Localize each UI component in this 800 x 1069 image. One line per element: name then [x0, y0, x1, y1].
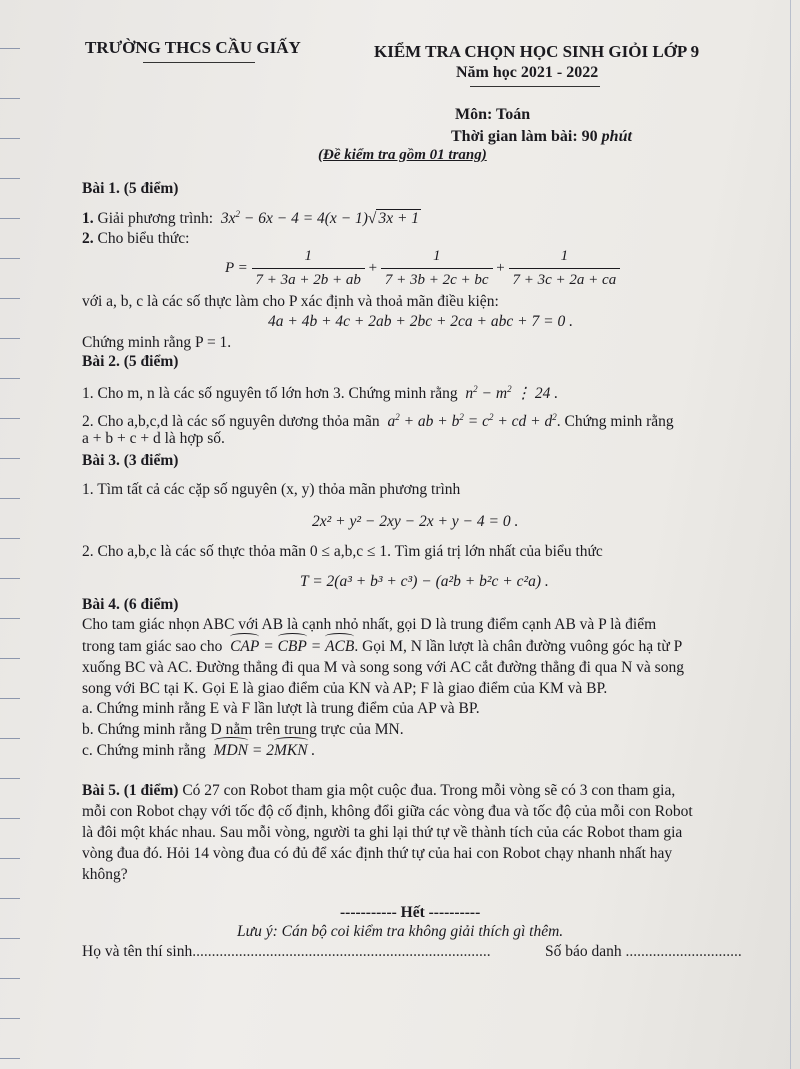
bai4-line2: trong tam giác sao cho CAP = CBP = ACB. Gọi M, N lần lượt là chân đường vuông góc hạ từ P: [82, 638, 683, 655]
pages-note: (Đề kiểm tra gồm 01 trang): [318, 147, 487, 163]
bai4-qa: a. Chứng minh rằng E và F lần lượt là trung điểm của AP và BP.: [82, 700, 480, 717]
bai4-qb: b. Chứng minh rằng D nằm trên trung trực của MN.: [82, 721, 404, 738]
bai3-q1-eq: 2x² + y² − 2xy − 2x + y − 4 = 0 .: [312, 513, 519, 530]
school-year: Năm học 2021 - 2022: [456, 64, 599, 81]
bai5-line4: vòng đua đó. Hỏi 14 vòng đua có đủ để xác định thứ tự của hai con Robot chạy nhanh nhất hay: [82, 845, 673, 862]
p-expression: P = $\frac{1}{7 + 3a + 2b + ab}$ + $\frac{1}{7 + 3b + 2c + bc}$ + $\frac{1}{7 + 3c + 2a + ca}$: [225, 246, 620, 291]
bai4-qc: c. Chứng minh rằng MDN = 2MKN .: [82, 742, 316, 759]
bai1-condition: với a, b, c là các số thực làm cho P xác định và thoả mãn điều kiện:: [82, 293, 499, 310]
bai2-heading: Bài 2. (5 điểm): [82, 353, 179, 370]
bai3-q2: 2. Cho a,b,c là các số thực thỏa mãn 0 ≤ a,b,c ≤ 1. Tìm giá trị lớn nhất của biểu thức: [82, 543, 603, 560]
bai4-line4: song với BC tại K. Gọi E là giao điểm của KN và AP; F là giao điểm của KM và BP.: [82, 680, 608, 697]
bai3-q1: 1. Tìm tất cả các cặp số nguyên (x, y) thỏa mãn phương trình: [82, 481, 461, 498]
bai2-q1: 1. Cho m, n là các số nguyên tố lớn hơn 3. Chứng minh rằng $n^2 - m^2$ ⋮ 24 .: [82, 384, 559, 403]
bai5-line1: Bài 5. (1 điểm) Có 27 con Robot tham gia một cuộc đua. Trong mỗi vòng sẽ có 3 con tham gia,: [82, 782, 676, 799]
footer-note: Lưu ý: Cán bộ coi kiểm tra không giải thích gì thêm.: [237, 923, 564, 940]
bai1-q1: 1. Giải phương trình: $3x^2 - 6x - 4 = 4(x - 1)√$ 3x + 1: [82, 209, 420, 228]
bai1-condition-eq: 4a + 4b + 4c + 2ab + 2bc + 2ca + abc + 7 = 0 .: [268, 313, 573, 330]
notebook-right-line: [790, 0, 791, 1069]
time-limit: Thời gian làm bài: 90 phút: [451, 128, 632, 145]
bai1-q2: 2. Cho biểu thức:: [82, 230, 190, 247]
bai5-line2: mỗi con Robot chạy với tốc độ cố định, không đổi giữa các vòng đua và tốc độ của mỗi con Robot: [82, 803, 693, 820]
bai5-line5: không?: [82, 866, 128, 883]
bai5-line3: là đôi một khác nhau. Sau mỗi vòng, người ta ghi lại thứ tự về thành tích của các Robot tham gia: [82, 824, 683, 841]
bai1-prove: Chứng minh rằng P = 1.: [82, 334, 232, 351]
bai4-line1: Cho tam giác nhọn ABC với AB là cạnh nhỏ nhất, gọi D là trung điểm cạnh AB và P là điểm: [82, 616, 657, 633]
bai3-q2-eq: T = 2(a³ + b³ + c³) − (a²b + b²c + c²a) .: [300, 573, 549, 590]
subject: Môn: Toán: [455, 106, 531, 123]
candidate-number-field: Số báo danh ..............................: [545, 943, 742, 960]
bai4-line3: xuống BC và AC. Đường thẳng đi qua M và song song với AC cắt đường thẳng đi qua N và song: [82, 659, 684, 676]
bai2-q2-cont: a + b + c + d là hợp số.: [82, 430, 225, 447]
bai4-heading: Bài 4. (6 điểm): [82, 596, 179, 613]
end-marker: ----------- Hết ----------: [340, 904, 481, 921]
bai1-heading: Bài 1. (5 điểm): [82, 180, 179, 197]
year-underline: [470, 86, 600, 87]
notebook-margin-lines: [0, 0, 26, 1069]
candidate-name-field: Họ và tên thí sinh.............................................................................: [82, 943, 491, 960]
bai3-heading: Bài 3. (3 điểm): [82, 452, 179, 469]
school-underline: [143, 62, 255, 63]
school-name: TRƯỜNG THCS CẦU GIẤY: [85, 38, 301, 57]
bai2-q2: 2. Cho a,b,c,d là các số nguyên dương thỏa mãn $a^2$ + ab + $b^2 = c^2$ + cd + $d^2$. Chứng minh rằng: [82, 412, 674, 431]
exam-title: KIỂM TRA CHỌN HỌC SINH GIỎI LỚP 9: [374, 42, 700, 61]
